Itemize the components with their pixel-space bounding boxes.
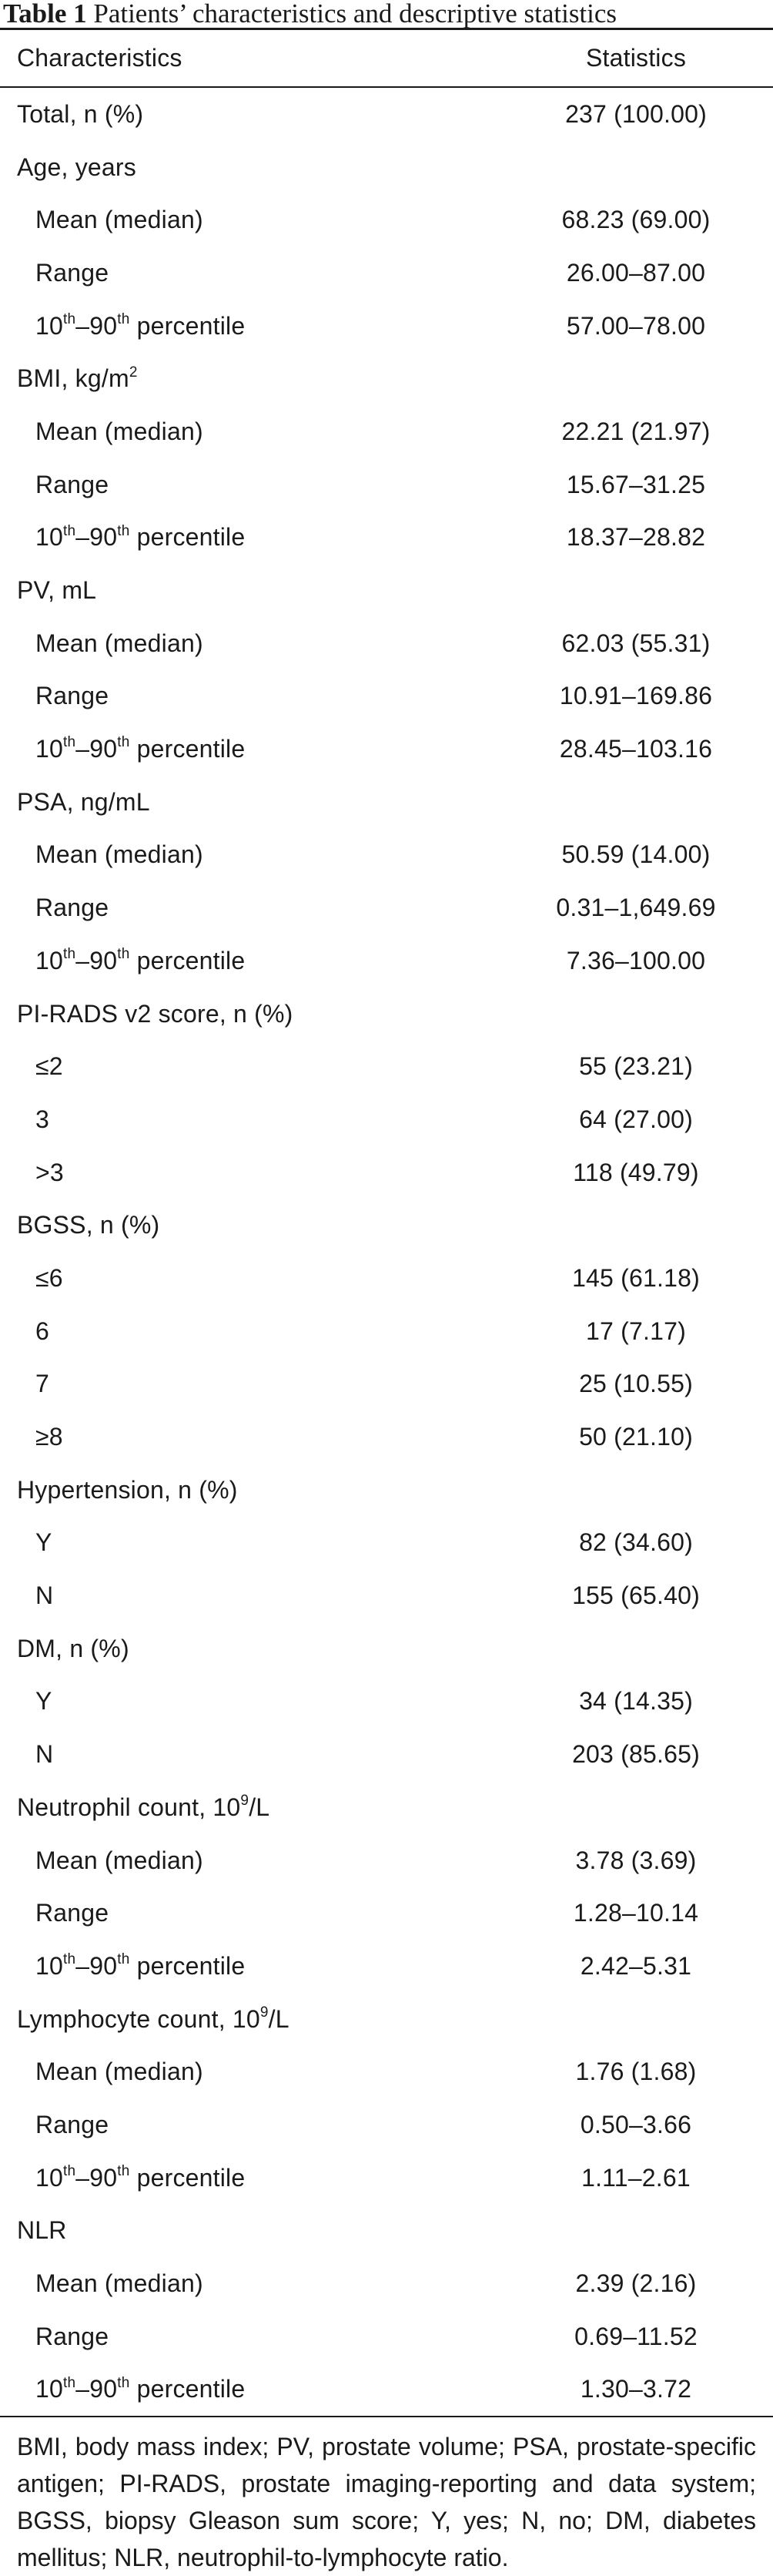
row-value: 64 (27.00) xyxy=(579,1105,693,1133)
table-row xyxy=(0,1517,773,1570)
row-value: 34 (14.35) xyxy=(579,1687,693,1716)
row-label: 10th–90th percentile xyxy=(35,522,246,552)
row-label: BMI, $kg/m^2$ xyxy=(17,364,138,393)
row-value: 237 (100.00) xyxy=(565,99,707,128)
row-value: 1.30–3.72 xyxy=(580,2375,692,2403)
row-value: 68.23 (69.00) xyxy=(561,206,711,234)
table-row xyxy=(0,1728,773,1781)
table-row xyxy=(0,829,773,882)
row-label: 10th–90th percentile xyxy=(35,310,246,340)
table-row xyxy=(0,2045,773,2098)
row-value: 1.28–10.14 xyxy=(573,1899,699,1927)
table-row xyxy=(0,405,773,458)
row-label: Range xyxy=(35,470,109,498)
row-value: 26.00–87.00 xyxy=(566,258,706,287)
row-label: N xyxy=(35,1581,54,1610)
row-label: Mean (median) xyxy=(35,629,203,657)
row-label: 6 xyxy=(35,1317,49,1345)
row-label: Range xyxy=(35,258,109,287)
row-value: 0.69–11.52 xyxy=(574,2322,698,2350)
table-row xyxy=(0,670,773,723)
table-row xyxy=(0,2205,773,2258)
table-header-row xyxy=(0,30,773,86)
row-label: PV, mL xyxy=(17,576,97,605)
table-footnote: BMI, body mass index; PV, prostate volume; PSA, prostate-specific antigen; PI-RADS, prostate imaging-reporting and data system; BGSS, biopsy Gleason sum score; Y, yes; N, no; DM, diabetes mellitus; NLR, neutrophil-to-lymphocyte ratio. xyxy=(17,2433,756,2572)
table-row xyxy=(0,1464,773,1517)
header-characteristics: Characteristics xyxy=(17,44,182,72)
table-row xyxy=(0,1410,773,1464)
row-label: ≤6 xyxy=(35,1263,63,1292)
row-value: 28.45–103.16 xyxy=(559,735,713,763)
table-row xyxy=(0,352,773,405)
row-value: 50.59 (14.00) xyxy=(561,840,711,869)
table-row xyxy=(0,564,773,617)
row-value: 18.37–28.82 xyxy=(566,523,706,552)
table-row xyxy=(0,2310,773,2363)
row-label: 10th–90th percentile xyxy=(35,2374,246,2403)
row-label: Total, n (%) xyxy=(17,99,144,128)
table-row xyxy=(0,1622,773,1675)
row-label: NLR xyxy=(17,2216,67,2245)
table-caption xyxy=(0,0,773,28)
row-value: 82 (34.60) xyxy=(579,1528,693,1557)
table-row xyxy=(0,617,773,670)
row-label: ≥8 xyxy=(35,1423,63,1451)
row-label: Y xyxy=(35,1528,52,1557)
table-row xyxy=(0,141,773,194)
header-statistics: Statistics xyxy=(585,44,687,72)
row-label: Range xyxy=(35,2322,109,2350)
table-row xyxy=(0,88,773,141)
table-row xyxy=(0,1252,773,1305)
row-label: DM, n (%) xyxy=(17,1634,129,1662)
table-row xyxy=(0,1305,773,1358)
table-row xyxy=(0,1887,773,1940)
table-row xyxy=(0,300,773,353)
row-value: 2.42–5.31 xyxy=(580,1951,692,1980)
table-caption-label: Table 1 xyxy=(3,0,87,28)
table-row xyxy=(0,881,773,934)
row-label: 7 xyxy=(35,1370,49,1398)
row-label: Mean (median) xyxy=(35,840,203,869)
row-label: ≤2 xyxy=(35,1052,63,1081)
table-row xyxy=(0,723,773,776)
row-value: 155 (65.40) xyxy=(572,1581,700,1610)
table-row xyxy=(0,2257,773,2310)
row-value: 203 (85.65) xyxy=(572,1740,700,1769)
table-row xyxy=(0,1834,773,1887)
row-value: 3.78 (3.69) xyxy=(575,1846,697,1874)
row-label: Range xyxy=(35,1899,109,1927)
table-row xyxy=(0,776,773,829)
table-row xyxy=(0,1940,773,1993)
row-value: 145 (61.18) xyxy=(572,1263,700,1292)
row-label: Range xyxy=(35,682,109,710)
row-label: Range xyxy=(35,2110,109,2138)
table-row xyxy=(0,247,773,300)
row-value: 62.03 (55.31) xyxy=(561,629,711,657)
table-row xyxy=(0,1358,773,1411)
row-value: 0.50–3.66 xyxy=(580,2110,692,2138)
row-label: Mean (median) xyxy=(35,2269,203,2298)
row-label: Age, years xyxy=(17,153,136,181)
table-row xyxy=(0,2098,773,2152)
table-row xyxy=(0,1993,773,2046)
table-row xyxy=(0,458,773,512)
table-row xyxy=(0,1675,773,1729)
row-value: 118 (49.79) xyxy=(573,1158,699,1186)
row-value: 1.11–2.61 xyxy=(581,2163,691,2192)
table-caption-text: Patients’ characteristics and descriptive statistics xyxy=(93,0,617,28)
table-row xyxy=(0,1146,773,1199)
table-row xyxy=(0,2363,773,2417)
row-label: 10th–90th percentile xyxy=(35,734,246,763)
row-value: 55 (23.21) xyxy=(579,1052,693,1081)
row-label: N xyxy=(35,1740,54,1769)
row-value: 17 (7.17) xyxy=(586,1317,686,1345)
row-label: Hypertension, n (%) xyxy=(17,1475,238,1504)
row-label: 10th–90th percentile xyxy=(35,2163,246,2192)
row-label: Neutrophil count, $10^9/L$ xyxy=(17,1793,270,1821)
table-row xyxy=(0,1199,773,1252)
table-row xyxy=(0,934,773,988)
row-label: 3 xyxy=(35,1105,49,1133)
row-value: 0.31–1,649.69 xyxy=(556,894,716,922)
row-label: >3 xyxy=(35,1158,64,1186)
row-label: Mean (median) xyxy=(35,417,203,445)
row-value: 15.67–31.25 xyxy=(566,470,706,498)
row-value: 22.21 (21.97) xyxy=(561,417,711,445)
row-label: PI-RADS v2 score, n (%) xyxy=(17,999,293,1028)
row-label: 10th–90th percentile xyxy=(35,946,246,974)
table-row xyxy=(0,193,773,247)
table-body xyxy=(0,88,773,2416)
row-label: Mean (median) xyxy=(35,206,203,234)
row-value: 1.76 (1.68) xyxy=(575,2058,697,2086)
row-label: BGSS, n (%) xyxy=(17,1211,160,1239)
row-label: Lymphocyte count, $10^9/L$ xyxy=(17,2004,289,2033)
table-row xyxy=(0,1093,773,1146)
row-label: 10th–90th percentile xyxy=(35,1951,246,1980)
row-label: Mean (median) xyxy=(35,2058,203,2086)
table-row xyxy=(0,2152,773,2205)
row-value: 7.36–100.00 xyxy=(566,946,706,974)
table-row xyxy=(0,1781,773,1834)
table-row xyxy=(0,988,773,1041)
row-value: 25 (10.55) xyxy=(579,1370,693,1398)
row-label: Mean (median) xyxy=(35,1846,203,1874)
table-row xyxy=(0,512,773,565)
table-row xyxy=(0,1569,773,1622)
row-label: PSA, ng/mL xyxy=(17,787,150,816)
row-label: Range xyxy=(35,894,109,922)
row-value: 2.39 (2.16) xyxy=(575,2269,697,2298)
table-row xyxy=(0,1040,773,1093)
row-value: 10.91–169.86 xyxy=(559,682,713,710)
row-value: 57.00–78.00 xyxy=(566,311,706,340)
row-label: Y xyxy=(35,1687,52,1716)
row-value: 50 (21.10) xyxy=(579,1423,693,1451)
